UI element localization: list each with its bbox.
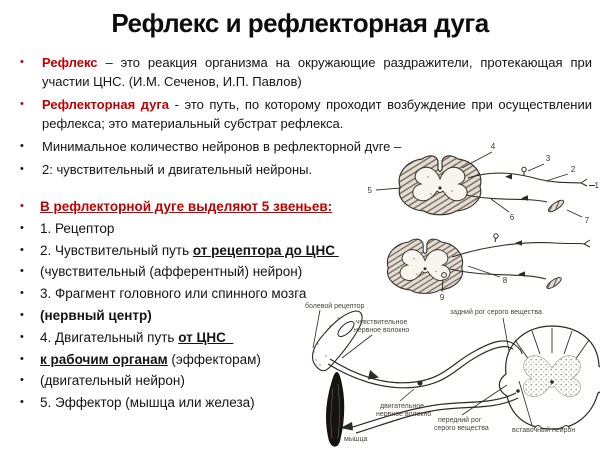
label-anterior-horn-line1: передний рог <box>438 417 482 424</box>
label-number-8: 8 <box>502 276 508 285</box>
list-item: • к рабочим органам (эффекторам) <box>14 349 359 371</box>
bullet-marker: • <box>20 163 24 175</box>
muscle <box>327 372 344 446</box>
list-item-text: (нервный центр) <box>40 307 152 323</box>
list-item-text: 1. Рецептор <box>40 220 115 236</box>
list-item-text <box>42 95 592 133</box>
bullet-marker: • <box>20 308 24 321</box>
bullet-marker: • <box>20 221 24 234</box>
bullet-marker: • <box>20 200 24 212</box>
interneuron-synapse <box>442 273 447 278</box>
bullet-marker: • <box>20 374 24 387</box>
list-item <box>14 53 592 91</box>
label-sensory-fiber-line1: чувствительное <box>356 319 408 326</box>
list-item: • 4. Двигательный путь от ЦНС <box>14 327 359 349</box>
list-item-text: 2. Чувствительный путь <box>40 242 193 258</box>
bullet-marker: • <box>20 140 24 152</box>
bullet-marker: • <box>20 98 24 110</box>
nerve-fiber <box>450 269 546 279</box>
diagram-labeled-arc <box>305 302 600 446</box>
synapse-knob <box>494 234 498 238</box>
diagram-numbered-arc-2 <box>387 234 590 302</box>
label-number-1: 1 <box>594 181 599 190</box>
list-item-text: (двигательный нейрон) <box>40 373 185 389</box>
list-item-text: 4. Двигательный путь <box>40 329 179 345</box>
list-item-text: 3. Фрагмент головного или спинного мозга <box>40 286 307 302</box>
label-number-6: 6 <box>509 213 515 222</box>
term: Рефлекс <box>42 55 98 70</box>
diagram-numbered-arc-1 <box>368 142 600 225</box>
list-item-text <box>42 53 592 91</box>
label-posterior-horn: задний рог серого вещества <box>450 309 542 316</box>
label-motor-fiber-line2: нервное волокно <box>376 411 432 418</box>
anatomy-diagrams <box>300 138 600 450</box>
label-number-2: 2 <box>570 165 576 174</box>
bullet-marker: • <box>20 243 24 256</box>
bullet-marker: • <box>20 287 24 300</box>
list-item-text: 5. Эффектор (мышца или железа) <box>40 395 255 411</box>
list-item-text: к рабочим органам <box>40 351 168 367</box>
term: Рефлекторная дуга <box>42 97 170 112</box>
synapse-knob <box>522 167 526 171</box>
bullet-marker: • <box>20 396 24 409</box>
label-number-4: 4 <box>490 142 496 151</box>
list-item-text: 2: чувствительный и двигательный нейроны. <box>42 162 313 177</box>
label-sensory-fiber-line2: нервное волокно <box>354 327 410 334</box>
slide-title: Рефлекс и рефлекторная дуга <box>111 8 489 38</box>
label-anterior-horn-line2: серого вещества <box>434 425 489 432</box>
finger <box>313 311 363 371</box>
receptor <box>547 198 565 214</box>
label-interneuron: вставочный нейрон <box>512 427 576 434</box>
label-number-7: 7 <box>584 216 590 225</box>
spinal-cord-section <box>499 326 600 429</box>
list-heading-text: В рефлекторной дуге выделяют 5 звеньев: <box>40 199 333 214</box>
spinal-ganglion <box>417 380 422 385</box>
bullet-marker: • <box>20 56 24 68</box>
bullet-marker: • <box>20 352 24 365</box>
list-item <box>14 95 592 133</box>
definition: – это реакция организма на окружающие раздражители, протекающая при участии ЦНС. (И.М. Сеченов, И.П. Павлов) <box>42 55 592 89</box>
definition: - это путь, по которому проходит возбуждение при осуществлении рефлекса; это материальный субстрат рефлекса. <box>42 97 593 131</box>
receptor <box>545 276 562 291</box>
list-item-text: (чувствительный (афферентный) нейрон) <box>40 264 303 280</box>
bullet-marker: • <box>20 330 24 343</box>
label-number-3: 3 <box>545 154 551 163</box>
label-motor-fiber-line1: двигательное <box>380 403 425 410</box>
nerve-fiber <box>452 243 584 257</box>
label-number-5: 5 <box>367 186 372 195</box>
label-number-9: 9 <box>439 293 445 302</box>
label-muscle: мышца <box>344 436 368 443</box>
list-item: • 2. Чувствительный путь от рецептора до ЦНС <box>14 240 359 262</box>
label-pain-receptor: болевой рецептор <box>305 303 365 310</box>
list-item-text: Минимальное количество нейронов в рефлекторной дvге – <box>42 139 402 154</box>
bullet-marker: • <box>20 265 24 278</box>
sensory-nerve-fiber <box>328 341 522 388</box>
